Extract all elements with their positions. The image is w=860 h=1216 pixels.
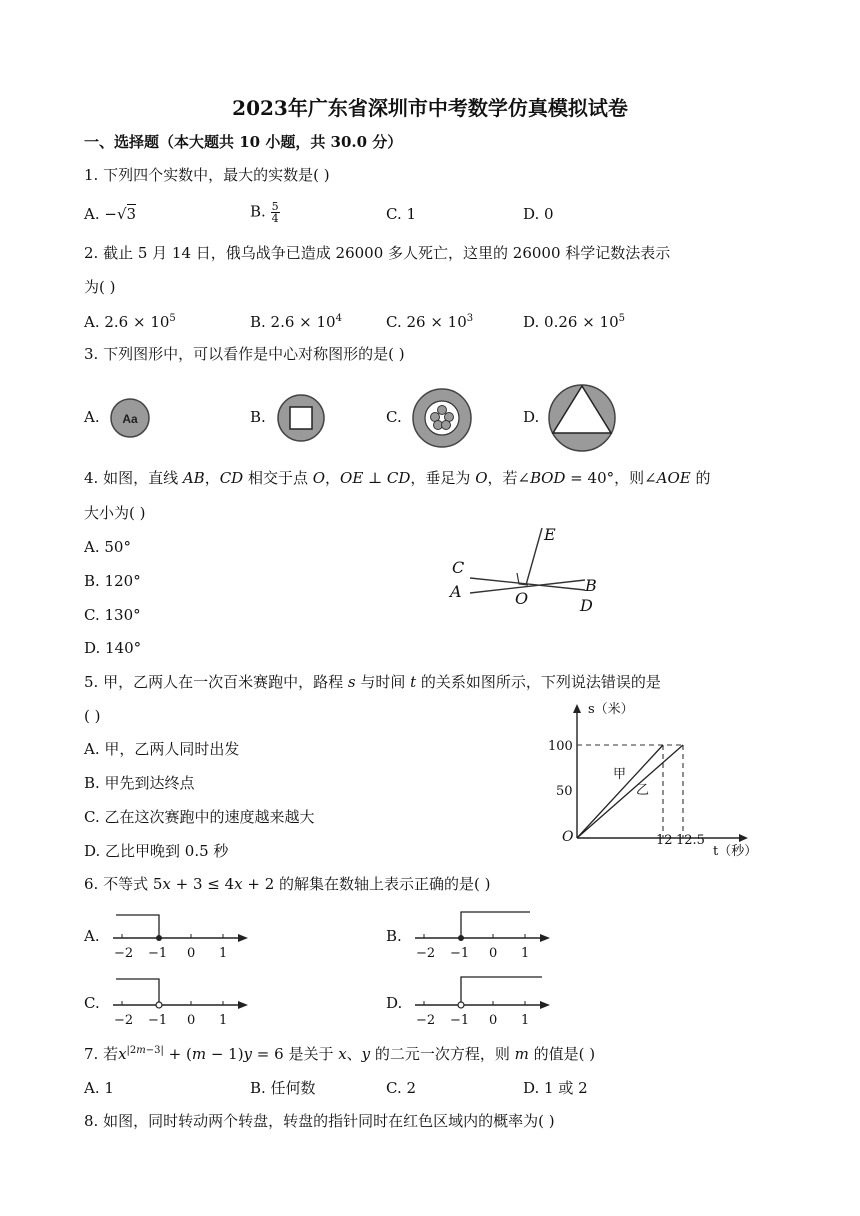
tick-label: 0	[187, 1013, 196, 1028]
q2-stem-line1: 2. 截止 5 月 14 日，俄乌战争已造成 26000 多人死亡，这里的 26000 科学记数法表示	[84, 244, 671, 262]
q4-option-c: C. 130°	[84, 606, 141, 624]
closed-dot	[458, 935, 464, 941]
open-dot	[156, 1002, 162, 1008]
line-yi	[577, 745, 683, 838]
white-square	[290, 407, 312, 429]
label-d: D	[580, 596, 593, 615]
tick-label: −1	[450, 946, 470, 961]
q3-option-c-label: C.	[386, 408, 402, 426]
q5-option-a: A. 甲，乙两人同时出发	[84, 740, 240, 758]
tick-label: 0	[489, 1013, 498, 1028]
label-c: C	[452, 558, 465, 577]
q3-figure-a	[108, 396, 152, 440]
q3-option-b-label: B.	[250, 408, 266, 426]
solution-ray	[116, 979, 159, 1002]
q3-figure-a-text: Aa	[122, 412, 138, 426]
solution-ray	[461, 977, 542, 1002]
q4-angle-figure	[440, 518, 610, 618]
tick-label: −2	[416, 946, 436, 961]
q2-option-a	[84, 314, 176, 330]
label-a: A	[450, 582, 462, 601]
q5-option-c: C. 乙在这次赛跑中的速度越来越大	[84, 808, 315, 826]
q6-number-line-b	[410, 906, 560, 962]
q7-option-a: A. 1	[84, 1079, 114, 1097]
q5-option-d: D. 乙比甲晚到 0.5 秒	[84, 842, 229, 860]
q2-option-b-base: B. 2.6 × 10	[250, 313, 336, 331]
q3-figure-c	[410, 386, 474, 450]
q2-option-a-exp: 5	[169, 313, 176, 324]
q2-option-c-exp: 3	[466, 313, 474, 324]
q5-distance-time-graph	[540, 698, 760, 860]
label-e: E	[544, 525, 556, 544]
q2-option-b	[250, 314, 342, 330]
y-axis-arrow	[573, 704, 581, 713]
q1-option-c: C. 1	[386, 205, 417, 223]
tick-label: −2	[114, 946, 134, 961]
q2-option-c-base: C. 26 × 10	[386, 313, 467, 331]
y-tick-100: 100	[548, 739, 573, 754]
q1-stem: 1. 下列四个实数中，最大的实数是( )	[84, 166, 330, 184]
tick-label: −2	[114, 1013, 134, 1028]
q3-option-d-label: D.	[523, 408, 540, 426]
q5-option-b: B. 甲先到达终点	[84, 774, 195, 792]
q6-stem: 6. 不等式 5𝑥 + 3 ≤ 4𝑥 + 2 的解集在数轴上表示正确的是( )	[84, 875, 491, 893]
x-axis-label: t（秒）	[713, 844, 758, 859]
tick-label: 1	[219, 1013, 228, 1028]
q6-option-d-label: D.	[386, 994, 403, 1012]
number-line-arrow	[540, 934, 550, 942]
y-tick-50: 50	[556, 784, 573, 799]
closed-dot	[156, 935, 162, 941]
q2-option-d	[523, 314, 625, 330]
q7-stem-suffix: + (𝑚 − 1)𝑦 = 6 是关于 𝑥、𝑦 的二元一次方程，则 𝑚 的值是( )	[163, 1045, 596, 1063]
label-b: B	[585, 576, 597, 595]
tick-label: 0	[187, 946, 196, 961]
x-axis-arrow	[739, 834, 748, 842]
origin-label: O	[562, 829, 574, 845]
q7-option-c: C. 2	[386, 1079, 417, 1097]
q4-stem-line1: 4. 如图，直线 𝐴𝐵，𝐶𝐷 相交于点 𝑂，𝑂𝐸 ⊥ 𝐶𝐷，垂足为 𝑂，若∠𝐵𝑂𝐷 = 40°，则∠𝐴𝑂𝐸 的	[84, 469, 711, 487]
tick-label: 1	[521, 946, 530, 961]
q7-option-b: B. 任何数	[250, 1079, 316, 1097]
solution-ray	[461, 912, 530, 938]
number-line-arrow	[238, 1001, 248, 1009]
tick-label: −1	[148, 946, 168, 961]
fraction	[271, 201, 280, 224]
q7-exponent: |2𝑚−3|	[126, 1045, 164, 1056]
ray-oe	[526, 528, 542, 585]
q6-number-line-a	[108, 906, 258, 962]
q2-stem-line2: 为( )	[84, 278, 116, 296]
q6-option-c-label: C.	[84, 994, 100, 1012]
q5-stem-line2: ( )	[84, 707, 101, 725]
sqrt-sign: √	[116, 205, 127, 223]
fraction-denominator: 4	[271, 212, 279, 225]
q3-stem: 3. 下列图形中，可以看作是中心对称图形的是( )	[84, 345, 405, 363]
q7-stem	[84, 1046, 595, 1062]
q5-stem-line1: 5. 甲，乙两人在一次百米赛跑中，路程 𝑠 与时间 𝑡 的关系如图所示，下列说法错误的是	[84, 673, 661, 691]
q7-option-d: D. 1 或 2	[523, 1079, 588, 1097]
x-tick-12-5: 12.5	[676, 833, 705, 848]
q1-option-b-label: B.	[250, 202, 266, 221]
open-dot	[458, 1002, 464, 1008]
section-heading: 一、选择题（本大题共 10 小题，共 30.0 分）	[84, 133, 403, 151]
tick-label: 1	[219, 946, 228, 961]
q6-option-a-label: A.	[84, 927, 100, 945]
q2-option-d-exp: 5	[618, 313, 625, 324]
number-line-arrow	[238, 934, 248, 942]
dot	[438, 406, 447, 415]
q2-option-d-base: D. 0.26 × 10	[523, 313, 619, 331]
q3-figure-b	[274, 392, 328, 444]
tick-label: −1	[450, 1013, 470, 1028]
y-axis-label: s（米）	[588, 702, 634, 717]
q3-option-a-label: A.	[84, 408, 100, 426]
x-tick-12: 12	[656, 833, 673, 848]
label-jia: 甲	[613, 767, 627, 782]
q8-stem: 8. 如图，同时转动两个转盘，转盘的指针同时在红色区域内的概率为( )	[84, 1112, 555, 1130]
q2-option-b-exp: 4	[335, 313, 342, 324]
q6-number-line-d	[410, 973, 560, 1029]
q7-stem-prefix: 7. 若𝑥	[84, 1045, 127, 1063]
line-jia	[577, 745, 663, 838]
q1-option-b	[250, 201, 280, 224]
dot	[442, 421, 451, 430]
q1-option-a-radicand: 3	[126, 205, 137, 223]
label-yi: 乙	[636, 783, 650, 798]
fraction-numerator: 5	[271, 200, 279, 213]
q3-figure-d	[545, 383, 619, 453]
tick-label: −1	[148, 1013, 168, 1028]
q1-option-a	[84, 207, 136, 222]
q4-option-a: A. 50°	[84, 538, 131, 556]
q4-option-b: B. 120°	[84, 572, 141, 590]
q4-stem-line2: 大小为( )	[84, 504, 146, 522]
q2-option-a-base: A. 2.6 × 10	[84, 313, 170, 331]
tick-label: 1	[521, 1013, 530, 1028]
label-o: O	[515, 589, 529, 608]
page-title: 2023年广东省深圳市中考数学仿真模拟试卷	[232, 96, 628, 120]
q2-option-c	[386, 314, 473, 330]
tick-label: 0	[489, 946, 498, 961]
q1-option-d: D. 0	[523, 205, 554, 223]
q6-number-line-c	[108, 973, 258, 1029]
number-line-arrow	[540, 1001, 550, 1009]
q1-option-a-label: A. −	[84, 205, 117, 223]
q4-option-d: D. 140°	[84, 639, 142, 657]
q6-option-b-label: B.	[386, 927, 402, 945]
tick-label: −2	[416, 1013, 436, 1028]
